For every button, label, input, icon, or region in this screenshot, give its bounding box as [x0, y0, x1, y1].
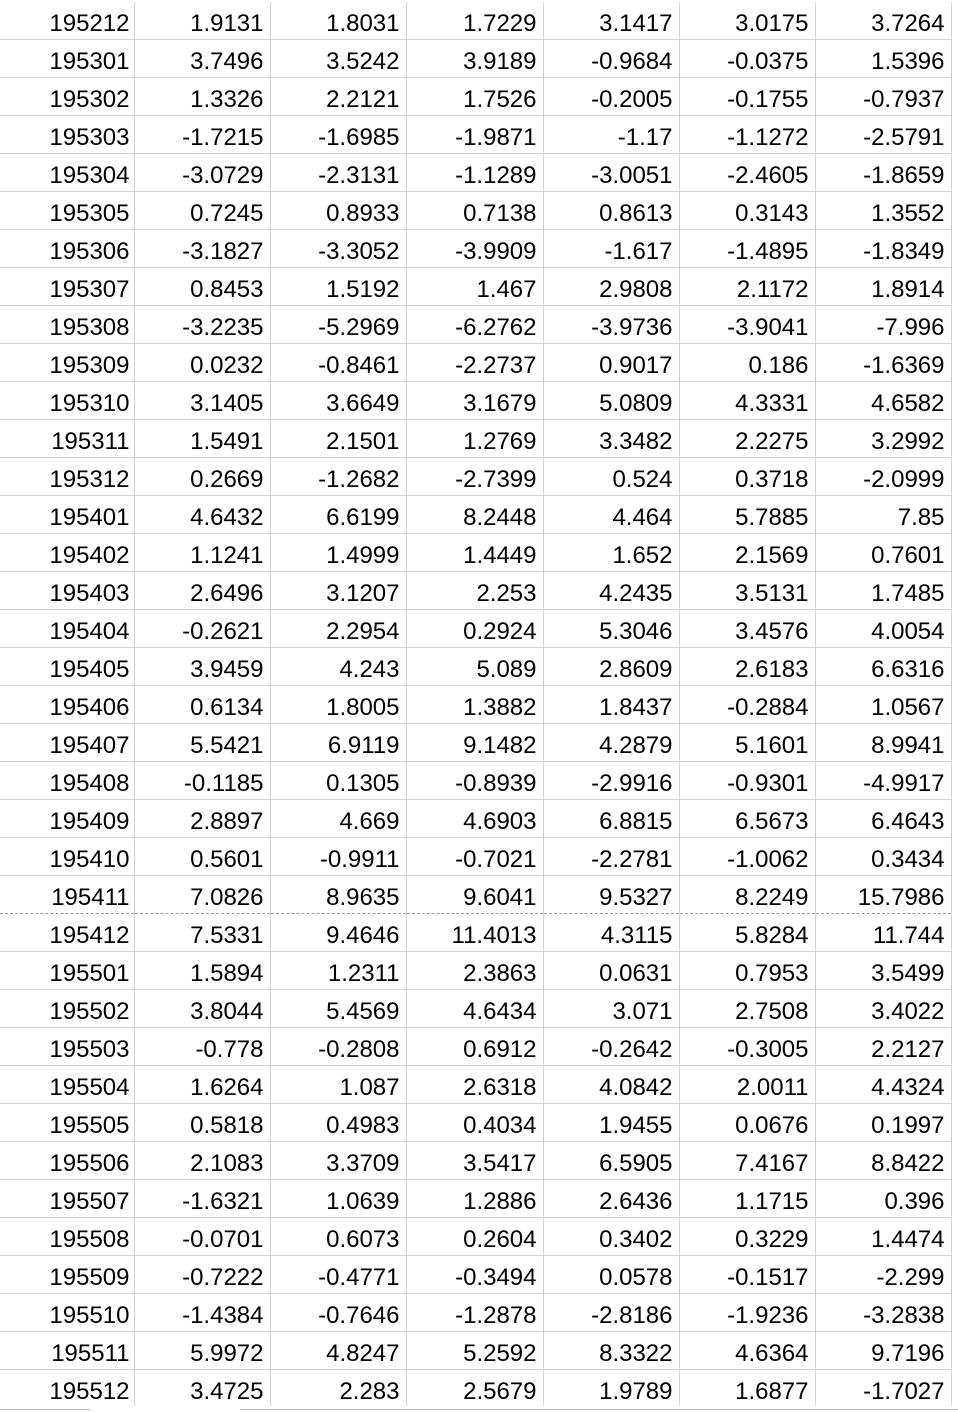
value-cell[interactable]: 1.1715	[679, 1180, 815, 1218]
value-cell[interactable]: 1.087	[270, 1066, 406, 1104]
value-cell[interactable]: 0.6912	[406, 1028, 543, 1066]
table-row	[0, 610, 951, 648]
value-cell[interactable]: 1.2769	[406, 420, 543, 458]
value-cell[interactable]: -1.6369	[815, 344, 951, 382]
value-cell[interactable]: -4.9917	[815, 762, 951, 800]
value-cell[interactable]: -0.2884	[679, 686, 815, 724]
value-cell[interactable]: 1.5894	[134, 952, 270, 990]
table-row	[0, 724, 951, 762]
value-cell[interactable]: 0.9017	[543, 344, 679, 382]
table-row	[0, 382, 951, 420]
value-cell[interactable]: -3.0729	[134, 154, 270, 192]
value-cell[interactable]: 1.3882	[406, 686, 543, 724]
value-cell[interactable]: 0.3143	[679, 192, 815, 230]
value-cell[interactable]: 1.652	[543, 534, 679, 572]
value-cell[interactable]: -0.3494	[406, 1256, 543, 1294]
table-row	[0, 1104, 951, 1142]
value-cell[interactable]: 2.1083	[134, 1142, 270, 1180]
value-cell[interactable]: -0.2621	[134, 610, 270, 648]
value-cell[interactable]: 0.2669	[134, 458, 270, 496]
value-cell[interactable]: -0.2642	[543, 1028, 679, 1066]
value-cell[interactable]: 2.2127	[815, 1028, 951, 1066]
value-cell[interactable]: -1.17	[543, 116, 679, 154]
date-cell[interactable]: 195403	[0, 572, 134, 610]
date-cell[interactable]: 195411	[0, 876, 134, 914]
value-cell[interactable]: -2.9916	[543, 762, 679, 800]
value-cell[interactable]: 7.4167	[679, 1142, 815, 1180]
value-cell[interactable]: 9.7196	[815, 1332, 951, 1370]
value-cell[interactable]: 1.5396	[815, 40, 951, 78]
table-row	[0, 154, 951, 192]
value-cell[interactable]: 0.1305	[270, 762, 406, 800]
table-row	[0, 420, 951, 458]
date-cell[interactable]: 195503	[0, 1028, 134, 1066]
date-cell[interactable]: 195303	[0, 116, 134, 154]
value-cell[interactable]: 3.4576	[679, 610, 815, 648]
date-cell[interactable]: 195310	[0, 382, 134, 420]
value-cell[interactable]: -2.299	[815, 1256, 951, 1294]
value-cell[interactable]: 4.2879	[543, 724, 679, 762]
value-cell[interactable]: 4.6432	[134, 496, 270, 534]
value-cell[interactable]: -2.0999	[815, 458, 951, 496]
value-cell[interactable]: -0.7937	[815, 78, 951, 116]
table-row	[0, 78, 951, 116]
table-row	[0, 1142, 951, 1180]
value-cell[interactable]: 4.6434	[406, 990, 543, 1028]
spreadsheet-grid	[0, 2, 952, 1408]
value-cell[interactable]: 0.2924	[406, 610, 543, 648]
table-row	[0, 116, 951, 154]
table-row	[0, 1066, 951, 1104]
value-cell[interactable]: 5.2592	[406, 1332, 543, 1370]
value-cell[interactable]: 6.9119	[270, 724, 406, 762]
value-cell[interactable]: 3.9459	[134, 648, 270, 686]
value-cell[interactable]: 4.464	[543, 496, 679, 534]
table-row	[0, 1180, 951, 1218]
value-cell[interactable]: 1.7229	[406, 2, 543, 40]
value-cell[interactable]: 9.4646	[270, 914, 406, 952]
value-cell[interactable]: 11.744	[815, 914, 951, 952]
value-cell[interactable]: 2.9808	[543, 268, 679, 306]
value-cell[interactable]: -3.1827	[134, 230, 270, 268]
value-cell[interactable]: -0.1517	[679, 1256, 815, 1294]
value-cell[interactable]: 9.5327	[543, 876, 679, 914]
value-cell[interactable]: -0.0375	[679, 40, 815, 78]
value-cell[interactable]: 0.7601	[815, 534, 951, 572]
value-cell[interactable]: -1.9236	[679, 1294, 815, 1332]
value-cell[interactable]: -2.2737	[406, 344, 543, 382]
value-cell[interactable]: 11.4013	[406, 914, 543, 952]
value-cell[interactable]: 3.2992	[815, 420, 951, 458]
value-cell[interactable]: 0.7953	[679, 952, 815, 990]
table-row	[0, 40, 951, 78]
date-cell[interactable]: 195405	[0, 648, 134, 686]
value-cell[interactable]: 1.3552	[815, 192, 951, 230]
value-cell[interactable]: 3.0175	[679, 2, 815, 40]
date-cell[interactable]: 195408	[0, 762, 134, 800]
date-cell[interactable]: 195404	[0, 610, 134, 648]
value-cell[interactable]: 0.0676	[679, 1104, 815, 1142]
value-cell[interactable]: 0.1997	[815, 1104, 951, 1142]
table-row	[0, 306, 951, 344]
value-cell[interactable]: 9.1482	[406, 724, 543, 762]
value-cell[interactable]: 5.9972	[134, 1332, 270, 1370]
value-cell[interactable]: 8.2249	[679, 876, 815, 914]
value-cell[interactable]: 3.6649	[270, 382, 406, 420]
value-cell[interactable]: 7.5331	[134, 914, 270, 952]
value-cell[interactable]: 1.8914	[815, 268, 951, 306]
table-row	[0, 914, 951, 952]
value-cell[interactable]: 4.2435	[543, 572, 679, 610]
partial-row-edge	[0, 1406, 958, 1412]
value-cell[interactable]: -1.617	[543, 230, 679, 268]
value-cell[interactable]: 8.3322	[543, 1332, 679, 1370]
table-row	[0, 268, 951, 306]
value-cell[interactable]: -1.2682	[270, 458, 406, 496]
value-cell[interactable]: -0.3005	[679, 1028, 815, 1066]
value-cell[interactable]: -7.996	[815, 306, 951, 344]
value-cell[interactable]: 1.4449	[406, 534, 543, 572]
date-cell[interactable]: 195401	[0, 496, 134, 534]
value-cell[interactable]: 3.1207	[270, 572, 406, 610]
value-cell[interactable]: -0.0701	[134, 1218, 270, 1256]
table-row	[0, 990, 951, 1028]
value-cell[interactable]: 8.9941	[815, 724, 951, 762]
value-cell[interactable]: 3.1405	[134, 382, 270, 420]
value-cell[interactable]: 3.5131	[679, 572, 815, 610]
value-cell[interactable]: 5.1601	[679, 724, 815, 762]
value-cell[interactable]: 2.2275	[679, 420, 815, 458]
value-cell[interactable]: 0.2604	[406, 1218, 543, 1256]
date-cell[interactable]: 195412	[0, 914, 134, 952]
value-cell[interactable]: 0.3229	[679, 1218, 815, 1256]
value-cell[interactable]: -2.5791	[815, 116, 951, 154]
value-cell[interactable]: 4.6903	[406, 800, 543, 838]
value-cell[interactable]: -3.2235	[134, 306, 270, 344]
value-cell[interactable]: 0.3402	[543, 1218, 679, 1256]
value-cell[interactable]: 0.4983	[270, 1104, 406, 1142]
value-cell[interactable]: -0.9911	[270, 838, 406, 876]
value-cell[interactable]: 6.5673	[679, 800, 815, 838]
date-cell[interactable]: 195309	[0, 344, 134, 382]
value-cell[interactable]: 5.8284	[679, 914, 815, 952]
value-cell[interactable]: 1.8437	[543, 686, 679, 724]
value-cell[interactable]: 1.4474	[815, 1218, 951, 1256]
value-cell[interactable]: 1.2311	[270, 952, 406, 990]
value-cell[interactable]: 0.0232	[134, 344, 270, 382]
date-cell[interactable]: 195505	[0, 1104, 134, 1142]
value-cell[interactable]: 0.396	[815, 1180, 951, 1218]
value-cell[interactable]: 1.0567	[815, 686, 951, 724]
value-cell[interactable]: -1.4384	[134, 1294, 270, 1332]
value-cell[interactable]: -0.2005	[543, 78, 679, 116]
table-row	[0, 344, 951, 382]
table-row	[0, 648, 951, 686]
value-cell[interactable]: -2.7399	[406, 458, 543, 496]
table-row	[0, 800, 951, 838]
value-cell[interactable]: 2.1501	[270, 420, 406, 458]
value-cell[interactable]: 3.8044	[134, 990, 270, 1028]
value-cell[interactable]: 1.6877	[679, 1370, 815, 1408]
date-cell[interactable]: 195506	[0, 1142, 134, 1180]
value-cell[interactable]: 8.8422	[815, 1142, 951, 1180]
value-cell[interactable]: 1.2886	[406, 1180, 543, 1218]
value-cell[interactable]: -0.1755	[679, 78, 815, 116]
value-cell[interactable]: 2.5679	[406, 1370, 543, 1408]
value-cell[interactable]: 2.8897	[134, 800, 270, 838]
value-cell[interactable]: 3.7264	[815, 2, 951, 40]
table-row	[0, 230, 951, 268]
date-cell[interactable]: 195306	[0, 230, 134, 268]
value-cell[interactable]: 6.6199	[270, 496, 406, 534]
value-cell[interactable]: -0.7646	[270, 1294, 406, 1332]
value-cell[interactable]: -1.8659	[815, 154, 951, 192]
value-cell[interactable]: -1.7027	[815, 1370, 951, 1408]
value-cell[interactable]: 0.7138	[406, 192, 543, 230]
date-cell[interactable]: 195507	[0, 1180, 134, 1218]
value-cell[interactable]: -0.9301	[679, 762, 815, 800]
value-cell[interactable]: 1.8031	[270, 2, 406, 40]
date-cell[interactable]: 195512	[0, 1370, 134, 1408]
date-cell[interactable]: 195302	[0, 78, 134, 116]
value-cell[interactable]: 6.6316	[815, 648, 951, 686]
value-cell[interactable]: 4.3115	[543, 914, 679, 952]
value-cell[interactable]: -2.8186	[543, 1294, 679, 1332]
value-cell[interactable]: 1.467	[406, 268, 543, 306]
value-cell[interactable]: 0.8933	[270, 192, 406, 230]
table-row	[0, 192, 951, 230]
value-cell[interactable]: 3.9189	[406, 40, 543, 78]
value-cell[interactable]: -1.6321	[134, 1180, 270, 1218]
value-cell[interactable]: 5.089	[406, 648, 543, 686]
value-cell[interactable]: 2.1172	[679, 268, 815, 306]
date-cell[interactable]: 195510	[0, 1294, 134, 1332]
date-cell[interactable]: 195504	[0, 1066, 134, 1104]
value-cell[interactable]: 5.5421	[134, 724, 270, 762]
table-row	[0, 952, 951, 990]
value-cell[interactable]: 1.5192	[270, 268, 406, 306]
value-cell[interactable]: 9.6041	[406, 876, 543, 914]
value-cell[interactable]: 15.7986	[815, 876, 951, 914]
date-cell[interactable]: 195402	[0, 534, 134, 572]
date-cell[interactable]: 195308	[0, 306, 134, 344]
date-cell[interactable]: 195511	[0, 1332, 134, 1370]
table-row	[0, 1256, 951, 1294]
value-cell[interactable]: 6.8815	[543, 800, 679, 838]
value-cell[interactable]: 2.1569	[679, 534, 815, 572]
value-cell[interactable]: 0.7245	[134, 192, 270, 230]
date-cell[interactable]: 195501	[0, 952, 134, 990]
value-cell[interactable]: 3.7496	[134, 40, 270, 78]
value-cell[interactable]: 0.5818	[134, 1104, 270, 1142]
value-cell[interactable]: 6.4643	[815, 800, 951, 838]
value-cell[interactable]: -3.3052	[270, 230, 406, 268]
value-cell[interactable]: 4.6364	[679, 1332, 815, 1370]
date-cell[interactable]: 195509	[0, 1256, 134, 1294]
table-row	[0, 534, 951, 572]
value-cell[interactable]: 3.4725	[134, 1370, 270, 1408]
value-cell[interactable]: 1.6264	[134, 1066, 270, 1104]
date-cell[interactable]: 195307	[0, 268, 134, 306]
date-cell[interactable]: 195502	[0, 990, 134, 1028]
table-row	[0, 1370, 951, 1408]
value-cell[interactable]: 0.8453	[134, 268, 270, 306]
value-cell[interactable]: 2.2121	[270, 78, 406, 116]
value-cell[interactable]: -0.778	[134, 1028, 270, 1066]
value-cell[interactable]: -1.2878	[406, 1294, 543, 1332]
value-cell[interactable]: 3.1417	[543, 2, 679, 40]
value-cell[interactable]: 2.2954	[270, 610, 406, 648]
value-cell[interactable]: -6.2762	[406, 306, 543, 344]
value-cell[interactable]: 0.5601	[134, 838, 270, 876]
value-cell[interactable]: -0.8461	[270, 344, 406, 382]
table-row	[0, 838, 951, 876]
value-cell[interactable]: 1.1241	[134, 534, 270, 572]
value-cell[interactable]: 2.3863	[406, 952, 543, 990]
value-cell[interactable]: 1.3326	[134, 78, 270, 116]
value-cell[interactable]: 4.8247	[270, 1332, 406, 1370]
value-cell[interactable]: 1.9455	[543, 1104, 679, 1142]
value-cell[interactable]: 0.6073	[270, 1218, 406, 1256]
value-cell[interactable]: 1.7485	[815, 572, 951, 610]
date-cell[interactable]: 195305	[0, 192, 134, 230]
value-cell[interactable]: -3.0051	[543, 154, 679, 192]
value-cell[interactable]: 3.071	[543, 990, 679, 1028]
value-cell[interactable]: -3.9041	[679, 306, 815, 344]
value-cell[interactable]: 4.4324	[815, 1066, 951, 1104]
value-cell[interactable]: -3.9909	[406, 230, 543, 268]
value-cell[interactable]: 1.7526	[406, 78, 543, 116]
value-cell[interactable]: 2.6183	[679, 648, 815, 686]
value-cell[interactable]: 4.243	[270, 648, 406, 686]
value-cell[interactable]: 3.5242	[270, 40, 406, 78]
value-cell[interactable]: 7.85	[815, 496, 951, 534]
value-cell[interactable]: -2.4605	[679, 154, 815, 192]
value-cell[interactable]: 8.2448	[406, 496, 543, 534]
value-cell[interactable]: 0.3434	[815, 838, 951, 876]
value-cell[interactable]: 2.253	[406, 572, 543, 610]
value-cell[interactable]: 6.5905	[543, 1142, 679, 1180]
value-cell[interactable]: 0.8613	[543, 192, 679, 230]
value-cell[interactable]: -0.9684	[543, 40, 679, 78]
value-cell[interactable]: -1.4895	[679, 230, 815, 268]
value-cell[interactable]: -0.7021	[406, 838, 543, 876]
date-cell[interactable]: 195311	[0, 420, 134, 458]
value-cell[interactable]: 1.0639	[270, 1180, 406, 1218]
table-row	[0, 762, 951, 800]
value-cell[interactable]: 3.3709	[270, 1142, 406, 1180]
value-cell[interactable]: 0.524	[543, 458, 679, 496]
value-cell[interactable]: 1.4999	[270, 534, 406, 572]
value-cell[interactable]: 7.0826	[134, 876, 270, 914]
value-cell[interactable]: -0.8939	[406, 762, 543, 800]
value-cell[interactable]: -3.2838	[815, 1294, 951, 1332]
value-cell[interactable]: 3.5499	[815, 952, 951, 990]
value-cell[interactable]: -0.7222	[134, 1256, 270, 1294]
value-cell[interactable]: 0.4034	[406, 1104, 543, 1142]
value-cell[interactable]: -1.0062	[679, 838, 815, 876]
value-cell[interactable]: -1.1272	[679, 116, 815, 154]
value-cell[interactable]: 4.6582	[815, 382, 951, 420]
table-row	[0, 572, 951, 610]
table-row	[0, 1028, 951, 1066]
date-cell[interactable]: 195212	[0, 2, 134, 40]
value-cell[interactable]: -2.2781	[543, 838, 679, 876]
date-cell[interactable]: 195406	[0, 686, 134, 724]
value-cell[interactable]: -0.4771	[270, 1256, 406, 1294]
value-cell[interactable]: 4.669	[270, 800, 406, 838]
table-row	[0, 1218, 951, 1256]
value-cell[interactable]: 8.9635	[270, 876, 406, 914]
value-cell[interactable]: -1.1289	[406, 154, 543, 192]
value-cell[interactable]: 2.8609	[543, 648, 679, 686]
table-row	[0, 2, 951, 40]
value-cell[interactable]: 2.283	[270, 1370, 406, 1408]
table-row	[0, 1294, 951, 1332]
value-cell[interactable]: -2.3131	[270, 154, 406, 192]
value-cell[interactable]: -5.2969	[270, 306, 406, 344]
value-cell[interactable]: 2.7508	[679, 990, 815, 1028]
table-row	[0, 1332, 951, 1370]
value-cell[interactable]: 2.6318	[406, 1066, 543, 1104]
value-cell[interactable]: -0.2808	[270, 1028, 406, 1066]
date-cell[interactable]: 195409	[0, 800, 134, 838]
date-cell[interactable]: 195508	[0, 1218, 134, 1256]
value-cell[interactable]: 2.6496	[134, 572, 270, 610]
spreadsheet-body	[0, 2, 951, 1408]
value-cell[interactable]: -1.6985	[270, 116, 406, 154]
date-cell[interactable]: 195312	[0, 458, 134, 496]
table-row	[0, 876, 951, 914]
value-cell[interactable]: 5.4569	[270, 990, 406, 1028]
value-cell[interactable]: -1.8349	[815, 230, 951, 268]
value-cell[interactable]: 5.3046	[543, 610, 679, 648]
value-cell[interactable]: 1.9131	[134, 2, 270, 40]
date-cell[interactable]: 195304	[0, 154, 134, 192]
value-cell[interactable]: 0.0578	[543, 1256, 679, 1294]
table-row	[0, 458, 951, 496]
value-cell[interactable]: 3.1679	[406, 382, 543, 420]
value-cell[interactable]: 1.5491	[134, 420, 270, 458]
value-cell[interactable]: -0.1185	[134, 762, 270, 800]
value-cell[interactable]: -1.7215	[134, 116, 270, 154]
value-cell[interactable]: 2.0011	[679, 1066, 815, 1104]
date-cell[interactable]: 195410	[0, 838, 134, 876]
value-cell[interactable]: 4.0842	[543, 1066, 679, 1104]
value-cell[interactable]: 0.6134	[134, 686, 270, 724]
value-cell[interactable]: 0.186	[679, 344, 815, 382]
value-cell[interactable]: 1.9789	[543, 1370, 679, 1408]
value-cell[interactable]: 3.3482	[543, 420, 679, 458]
value-cell[interactable]: 2.6436	[543, 1180, 679, 1218]
value-cell[interactable]: 3.4022	[815, 990, 951, 1028]
value-cell[interactable]: -3.9736	[543, 306, 679, 344]
value-cell[interactable]: 0.3718	[679, 458, 815, 496]
value-cell[interactable]: 4.3331	[679, 382, 815, 420]
date-cell[interactable]: 195407	[0, 724, 134, 762]
table-row	[0, 496, 951, 534]
value-cell[interactable]: 3.5417	[406, 1142, 543, 1180]
value-cell[interactable]: 0.0631	[543, 952, 679, 990]
value-cell[interactable]: 1.8005	[270, 686, 406, 724]
value-cell[interactable]: 4.0054	[815, 610, 951, 648]
table-row	[0, 686, 951, 724]
value-cell[interactable]: -1.9871	[406, 116, 543, 154]
value-cell[interactable]: 5.7885	[679, 496, 815, 534]
value-cell[interactable]: 5.0809	[543, 382, 679, 420]
date-cell[interactable]: 195301	[0, 40, 134, 78]
